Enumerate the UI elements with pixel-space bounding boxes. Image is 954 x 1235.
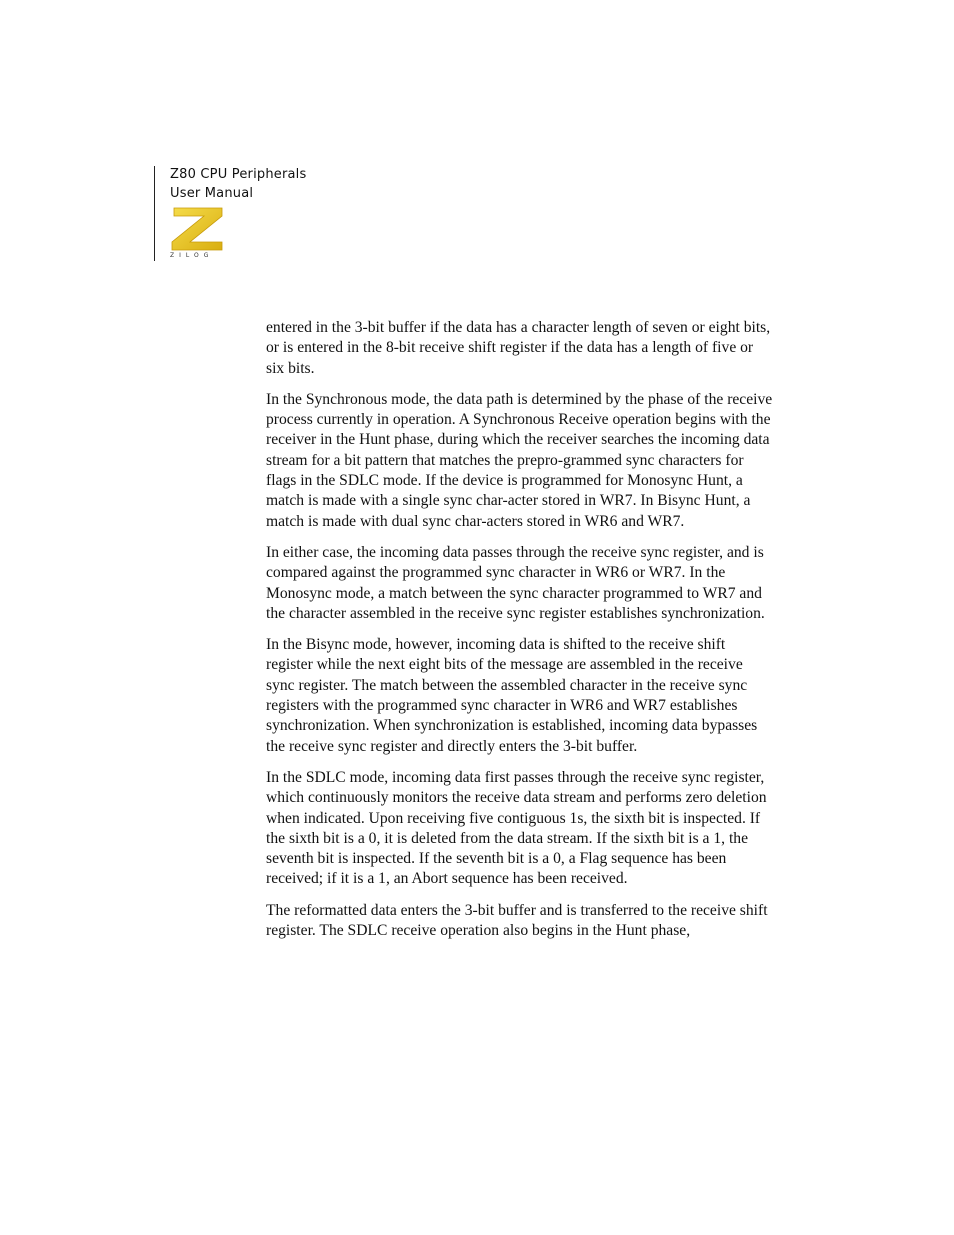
body-text [266,318,774,952]
zilog-logo [170,205,226,263]
header-divider [154,166,155,261]
header-title: Z80 CPU Peripherals [170,167,307,182]
paragraph: In the Bisync mode, however, incoming data is shifted to the receive shift register while the next eight bits of the message are assembled in the receive sync register. The match between the assembled character in the receive sync registers with the programmed sync character in WR6 and WR7 establishes synchronization. When synchronization is established, incoming data bypasses the receive sync register and directly enters the 3-bit buffer. [266,636,758,755]
paragraph: entered in the 3-bit buffer if the data has a character length of seven or eight bits, or is entered in the 8-bit receive shift register if the data has a length of five or six bits. [266,319,771,377]
zilog-z-icon [170,205,226,251]
paragraph: In the Synchronous mode, the data path is determined by the phase of the receive process currently in operation. A Synchronous Receive operation begins with the receiver in the Hunt phase, during which the receiver searches the incoming data stream for a bit pattern that matches the prepro-grammed sync characters for flags in the SDLC mode. If the device is programmed for Monosync Hunt, a match is made with a single sync char-acter stored in WR7. In Bisync Hunt, a match is made with dual sync char-acters stored in WR6 and WR7. [266,390,773,530]
paragraph: In either case, the incoming data passes through the receive sync register, and is compared against the programmed sync character in WR6 or WR7. In the Monosync mode, a match between the sync character programmed to WR7 and the character assembled in the receive sync register establishes synchronization. [266,543,765,622]
logo-wordmark: ZILOG [170,252,214,259]
header-subtitle: User Manual [170,186,254,201]
running-header [170,165,306,203]
paragraph: The reformatted data enters the 3-bit buffer and is transferred to the receive shift register. The SDLC receive operation also begins in the Hunt phase, [266,901,768,940]
paragraph: In the SDLC mode, incoming data first passes through the receive sync register, which continuously monitors the receive data stream and performs zero deletion when indicated. Upon receiving five contiguous 1s, the sixth bit is inspected. If the sixth bit is a 0, it is deleted from the data stream. If the sixth bit is a 1, the seventh bit is inspected. If the seventh bit is a 0, a Flag sequence has been received; if it is a 1, an Abort sequence has been received. [266,768,767,888]
